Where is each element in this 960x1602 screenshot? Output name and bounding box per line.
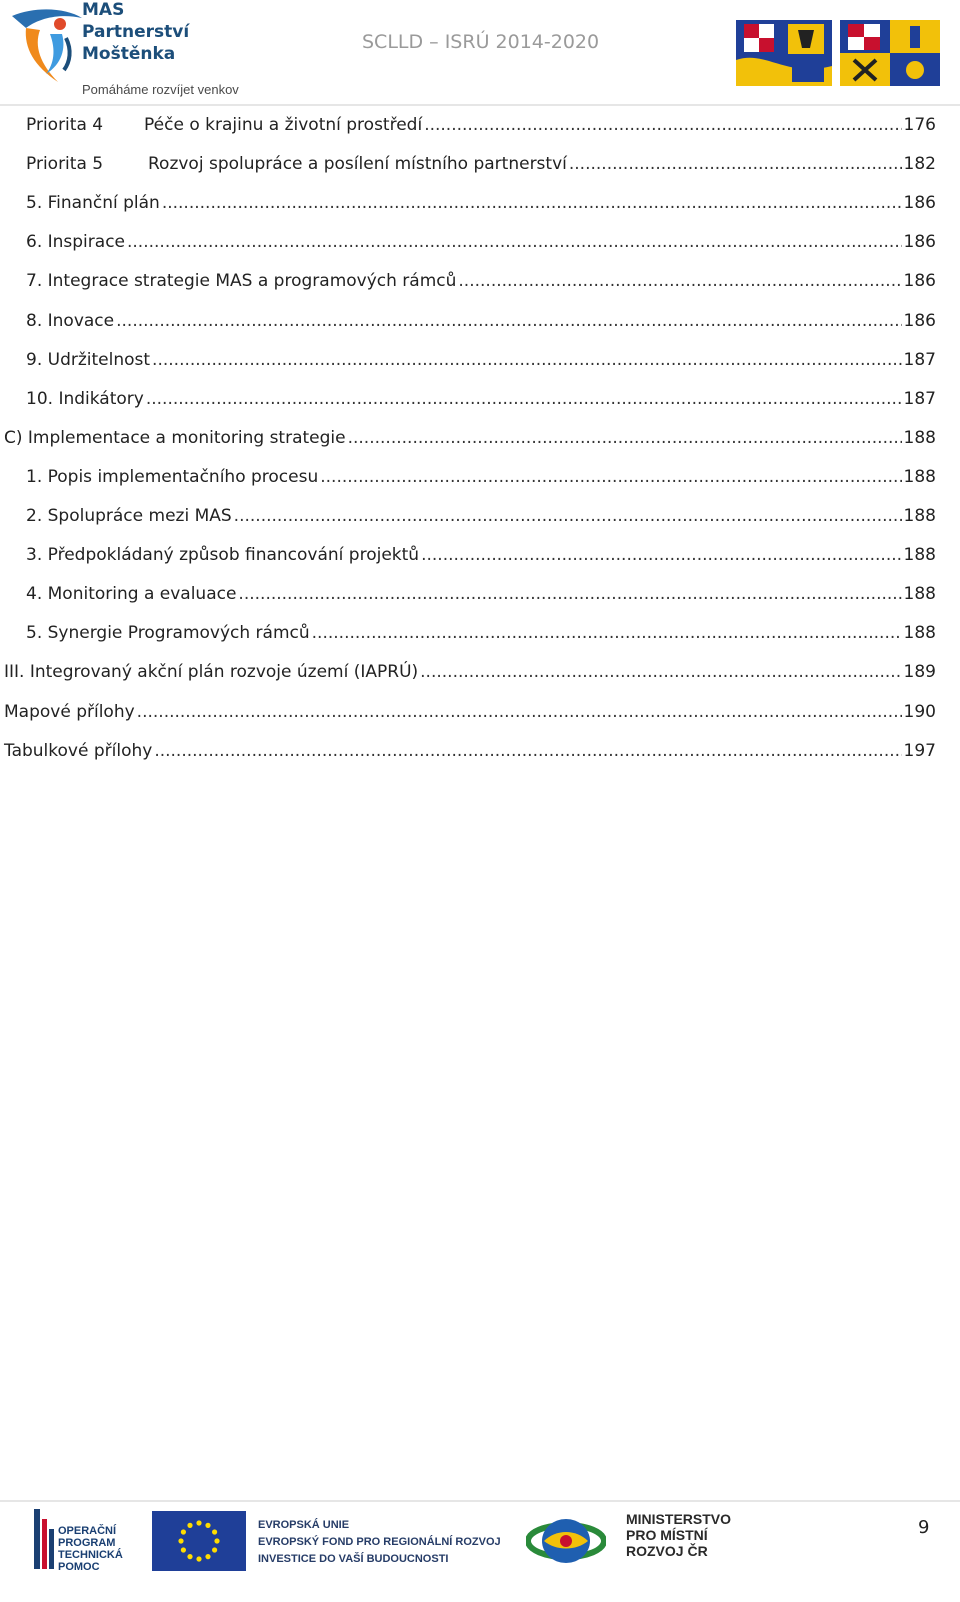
toc-entry-label: Péče o krajinu a životní prostředí	[144, 115, 423, 135]
page-header	[0, 0, 960, 104]
toc-entry[interactable]	[4, 741, 936, 765]
footer-divider	[0, 1500, 960, 1502]
op-line-3: TECHNICKÁ	[58, 1549, 123, 1561]
toc-entry-page: 188	[903, 427, 936, 448]
op-technical-assistance-logo	[34, 1509, 146, 1573]
mmr-line-3: ROZVOJ ČR	[626, 1543, 708, 1559]
op-logo-icon	[34, 1509, 54, 1569]
toc-dot-leader	[238, 584, 901, 604]
toc-entry-page: 182	[903, 154, 936, 175]
toc-entry-label: 5. Finanční plán	[26, 193, 160, 214]
op-line-4: POMOC	[58, 1561, 100, 1573]
document-title: SCLLD – ISRÚ 2014-2020	[362, 31, 600, 53]
toc-entry-page: 188	[903, 545, 936, 566]
brand-line-3: Moštěnka	[82, 44, 176, 64]
toc-entry-label: Mapové přílohy	[4, 701, 135, 722]
page-footer	[0, 1505, 960, 1602]
toc-entry[interactable]	[26, 389, 936, 413]
toc-entry-label: 5. Synergie Programových rámců	[26, 623, 310, 644]
toc-dot-leader	[424, 115, 901, 135]
header-divider	[0, 104, 960, 106]
op-line-2: PROGRAM	[58, 1537, 116, 1549]
toc-entry-label: 7. Integrace strategie MAS a programových rámců	[26, 271, 457, 292]
toc-entry[interactable]	[26, 193, 936, 217]
toc-entry-page: 189	[903, 662, 936, 683]
toc-entry[interactable]	[26, 623, 936, 647]
toc-dot-leader	[320, 467, 901, 487]
toc-entry-label: 6. Inspirace	[26, 232, 125, 253]
toc-entry-label: 10. Indikátory	[26, 388, 144, 409]
toc-entry-label: III. Integrovaný akční plán rozvoje území (IAPRÚ)	[4, 662, 419, 683]
toc-dot-leader	[312, 623, 902, 643]
toc-entry[interactable]	[26, 154, 936, 178]
toc-entry-label: C) Implementace a monitoring strategie	[4, 427, 346, 448]
toc-entry[interactable]	[4, 428, 936, 452]
toc-dot-leader	[137, 702, 902, 722]
toc-entry[interactable]	[26, 545, 936, 569]
toc-entry-page: 187	[903, 388, 936, 409]
toc-entry-label: Rozvoj spolupráce a posílení místního partnerství	[148, 154, 567, 175]
toc-dot-leader	[458, 271, 901, 291]
toc-entry[interactable]	[26, 271, 936, 295]
eu-logo-text	[258, 1517, 518, 1568]
toc-entry[interactable]	[26, 232, 936, 256]
toc-entry-page: 190	[903, 701, 936, 722]
toc-entry[interactable]	[26, 467, 936, 491]
toc-dot-leader	[127, 232, 902, 252]
mas-logo-icon	[6, 4, 92, 90]
coat-of-arms-icon	[736, 20, 940, 86]
toc-entry-page: 187	[903, 349, 936, 370]
toc-entry-page: 188	[903, 466, 936, 487]
toc-entry-label: 1. Popis implementačního procesu	[26, 466, 319, 487]
toc-entry-page: 197	[903, 740, 936, 761]
toc-entry-prefix: Priorita 5	[26, 154, 104, 175]
toc-dot-leader	[152, 350, 902, 370]
toc-entry-label: Tabulkové přílohy	[4, 740, 153, 761]
toc-dot-leader	[116, 311, 901, 331]
toc-entry-page: 188	[903, 584, 936, 605]
mmr-line-1: MINISTERSTVO	[626, 1511, 732, 1527]
toc-entry[interactable]	[26, 311, 936, 335]
op-line-1: OPERAČNÍ	[58, 1525, 117, 1537]
toc-entry-label: 4. Monitoring a evaluace	[26, 584, 237, 605]
toc-entry[interactable]	[4, 662, 936, 686]
toc-dot-leader	[162, 193, 902, 213]
toc-entry-label: 8. Inovace	[26, 310, 115, 331]
toc-entry-page: 186	[903, 310, 936, 331]
toc-dot-leader	[348, 428, 902, 448]
toc-entry-prefix: Priorita 4	[26, 115, 104, 135]
eu-flag-icon	[152, 1511, 246, 1571]
toc-entry[interactable]	[26, 506, 936, 530]
toc-dot-leader	[421, 545, 901, 565]
toc-entry[interactable]	[26, 115, 936, 139]
eu-line-1: EVROPSKÁ UNIE	[258, 1519, 350, 1531]
toc-entry[interactable]	[4, 702, 936, 726]
toc-entry-label: 2. Spolupráce mezi MAS	[26, 506, 232, 526]
brand-line-1: MAS	[82, 0, 125, 20]
toc-entry-page: 188	[903, 506, 936, 526]
eu-line-2: EVROPSKÝ FOND PRO REGIONÁLNÍ ROZVOJ	[258, 1536, 501, 1548]
eu-line-3: INVESTICE DO VAŠÍ BUDOUCNOSTI	[258, 1553, 449, 1565]
toc-entry-label: 3. Předpokládaný způsob financování projektů	[26, 545, 420, 566]
toc-entry[interactable]	[26, 584, 936, 608]
toc-entry-page: 188	[903, 623, 936, 644]
op-logo-text	[58, 1525, 148, 1573]
toc-entry-page: 186	[903, 193, 936, 214]
toc-dot-leader	[569, 154, 902, 174]
toc-entry-page: 186	[903, 232, 936, 253]
toc-entry[interactable]	[26, 350, 936, 374]
brand-slogan: Pomáháme rozvíjet venkov	[82, 82, 239, 97]
toc-dot-leader	[154, 741, 901, 761]
mmr-logo-text	[626, 1511, 786, 1559]
brand-line-2: Partnerství	[82, 22, 190, 42]
toc-dot-leader	[234, 506, 902, 526]
toc-entry-page: 176	[903, 115, 936, 135]
toc-entry-label: 9. Udržitelnost	[26, 349, 151, 370]
toc-dot-leader	[420, 662, 901, 682]
page-number: 9	[918, 1517, 930, 1538]
toc-dot-leader	[146, 389, 902, 409]
toc-entry-page: 186	[903, 271, 936, 292]
mmr-line-2: PRO MÍSTNÍ	[626, 1527, 708, 1543]
mas-logo	[2, 0, 262, 102]
mmr-logo-icon	[526, 1511, 606, 1569]
